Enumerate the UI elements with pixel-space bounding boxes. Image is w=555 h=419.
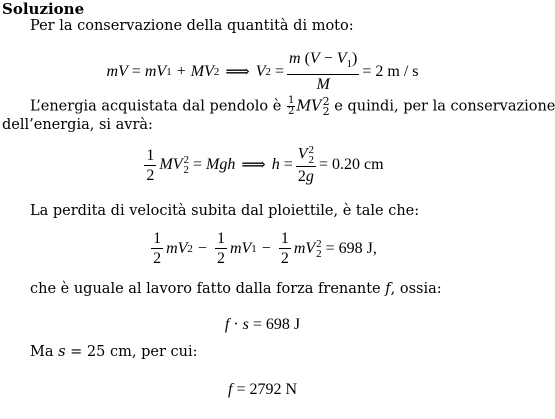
- fraction-v2: $\frac{m (V - V_1)}{M}$: [289, 50, 358, 94]
- paragraph-energy-intro: L’energia acquistata dal pendolo è $\frac{1}{2}$ MV 2 2 e quindi, per la conservazione: [30, 94, 555, 118]
- equation-momentum-result: = 2 m / s: [362, 62, 419, 80]
- equation-work: f · s = 698 J: [224, 316, 301, 333]
- equation-momentum: mV = mV 1 + MV 2 ⟹ V 2 = $\frac{m (V - V_1)}{M}$ = 2 m / s: [106, 50, 419, 94]
- paragraph-energy-text-b: e quindi, per la conservazione: [334, 98, 555, 115]
- paragraph-energy-text-a: L’energia acquistata dal pendolo è: [30, 98, 282, 115]
- equation-force-result: = 2792 N: [236, 381, 298, 398]
- equation-force: f = 2792 N: [227, 381, 298, 398]
- paragraph-work-text-b: , ossia:: [390, 281, 442, 297]
- equation-work-result: = 698 J: [252, 316, 301, 333]
- paragraph-work: che è uguale al lavoro fatto dalla forza frenante f, ossia:: [30, 281, 442, 297]
- paragraph-momentum-intro: Per la conservazione della quantità di moto:: [30, 18, 354, 34]
- paragraph-distance-value: = 25 cm,: [70, 344, 137, 360]
- paragraph-distance: Ma s = 25 cm, per cui:: [30, 344, 198, 360]
- equation-energy: $\frac{1}{2}$ MV 2 2 = Mgh ⟹ h = V 2 2 2g = 0.20 cm: [146, 144, 384, 185]
- equation-energy-loss-result: = 698 J,: [325, 239, 377, 257]
- paragraph-energy-line2: dell’energia, si avrà:: [2, 117, 153, 133]
- paragraph-work-text-a: che è uguale al lavoro fatto dalla forza frenante: [30, 281, 381, 297]
- paragraph-velocity-loss: La perdita di velocità subita dal ploiettile, è tale che:: [30, 203, 420, 219]
- paragraph-distance-text-a: Ma: [30, 344, 54, 360]
- paragraph-distance-text-b: per cui:: [141, 344, 198, 360]
- equation-energy-result: = 0.20 cm: [319, 156, 384, 173]
- equation-energy-loss: $\frac{1}{2}$ mV 2 − $\frac{1}{2}$ mV 1 − $\frac{1}{2}$ mV 2 2 = 698 J,: [153, 230, 377, 267]
- section-heading: Soluzione: [2, 0, 85, 18]
- fraction-h: V 2 2 2g: [297, 144, 315, 185]
